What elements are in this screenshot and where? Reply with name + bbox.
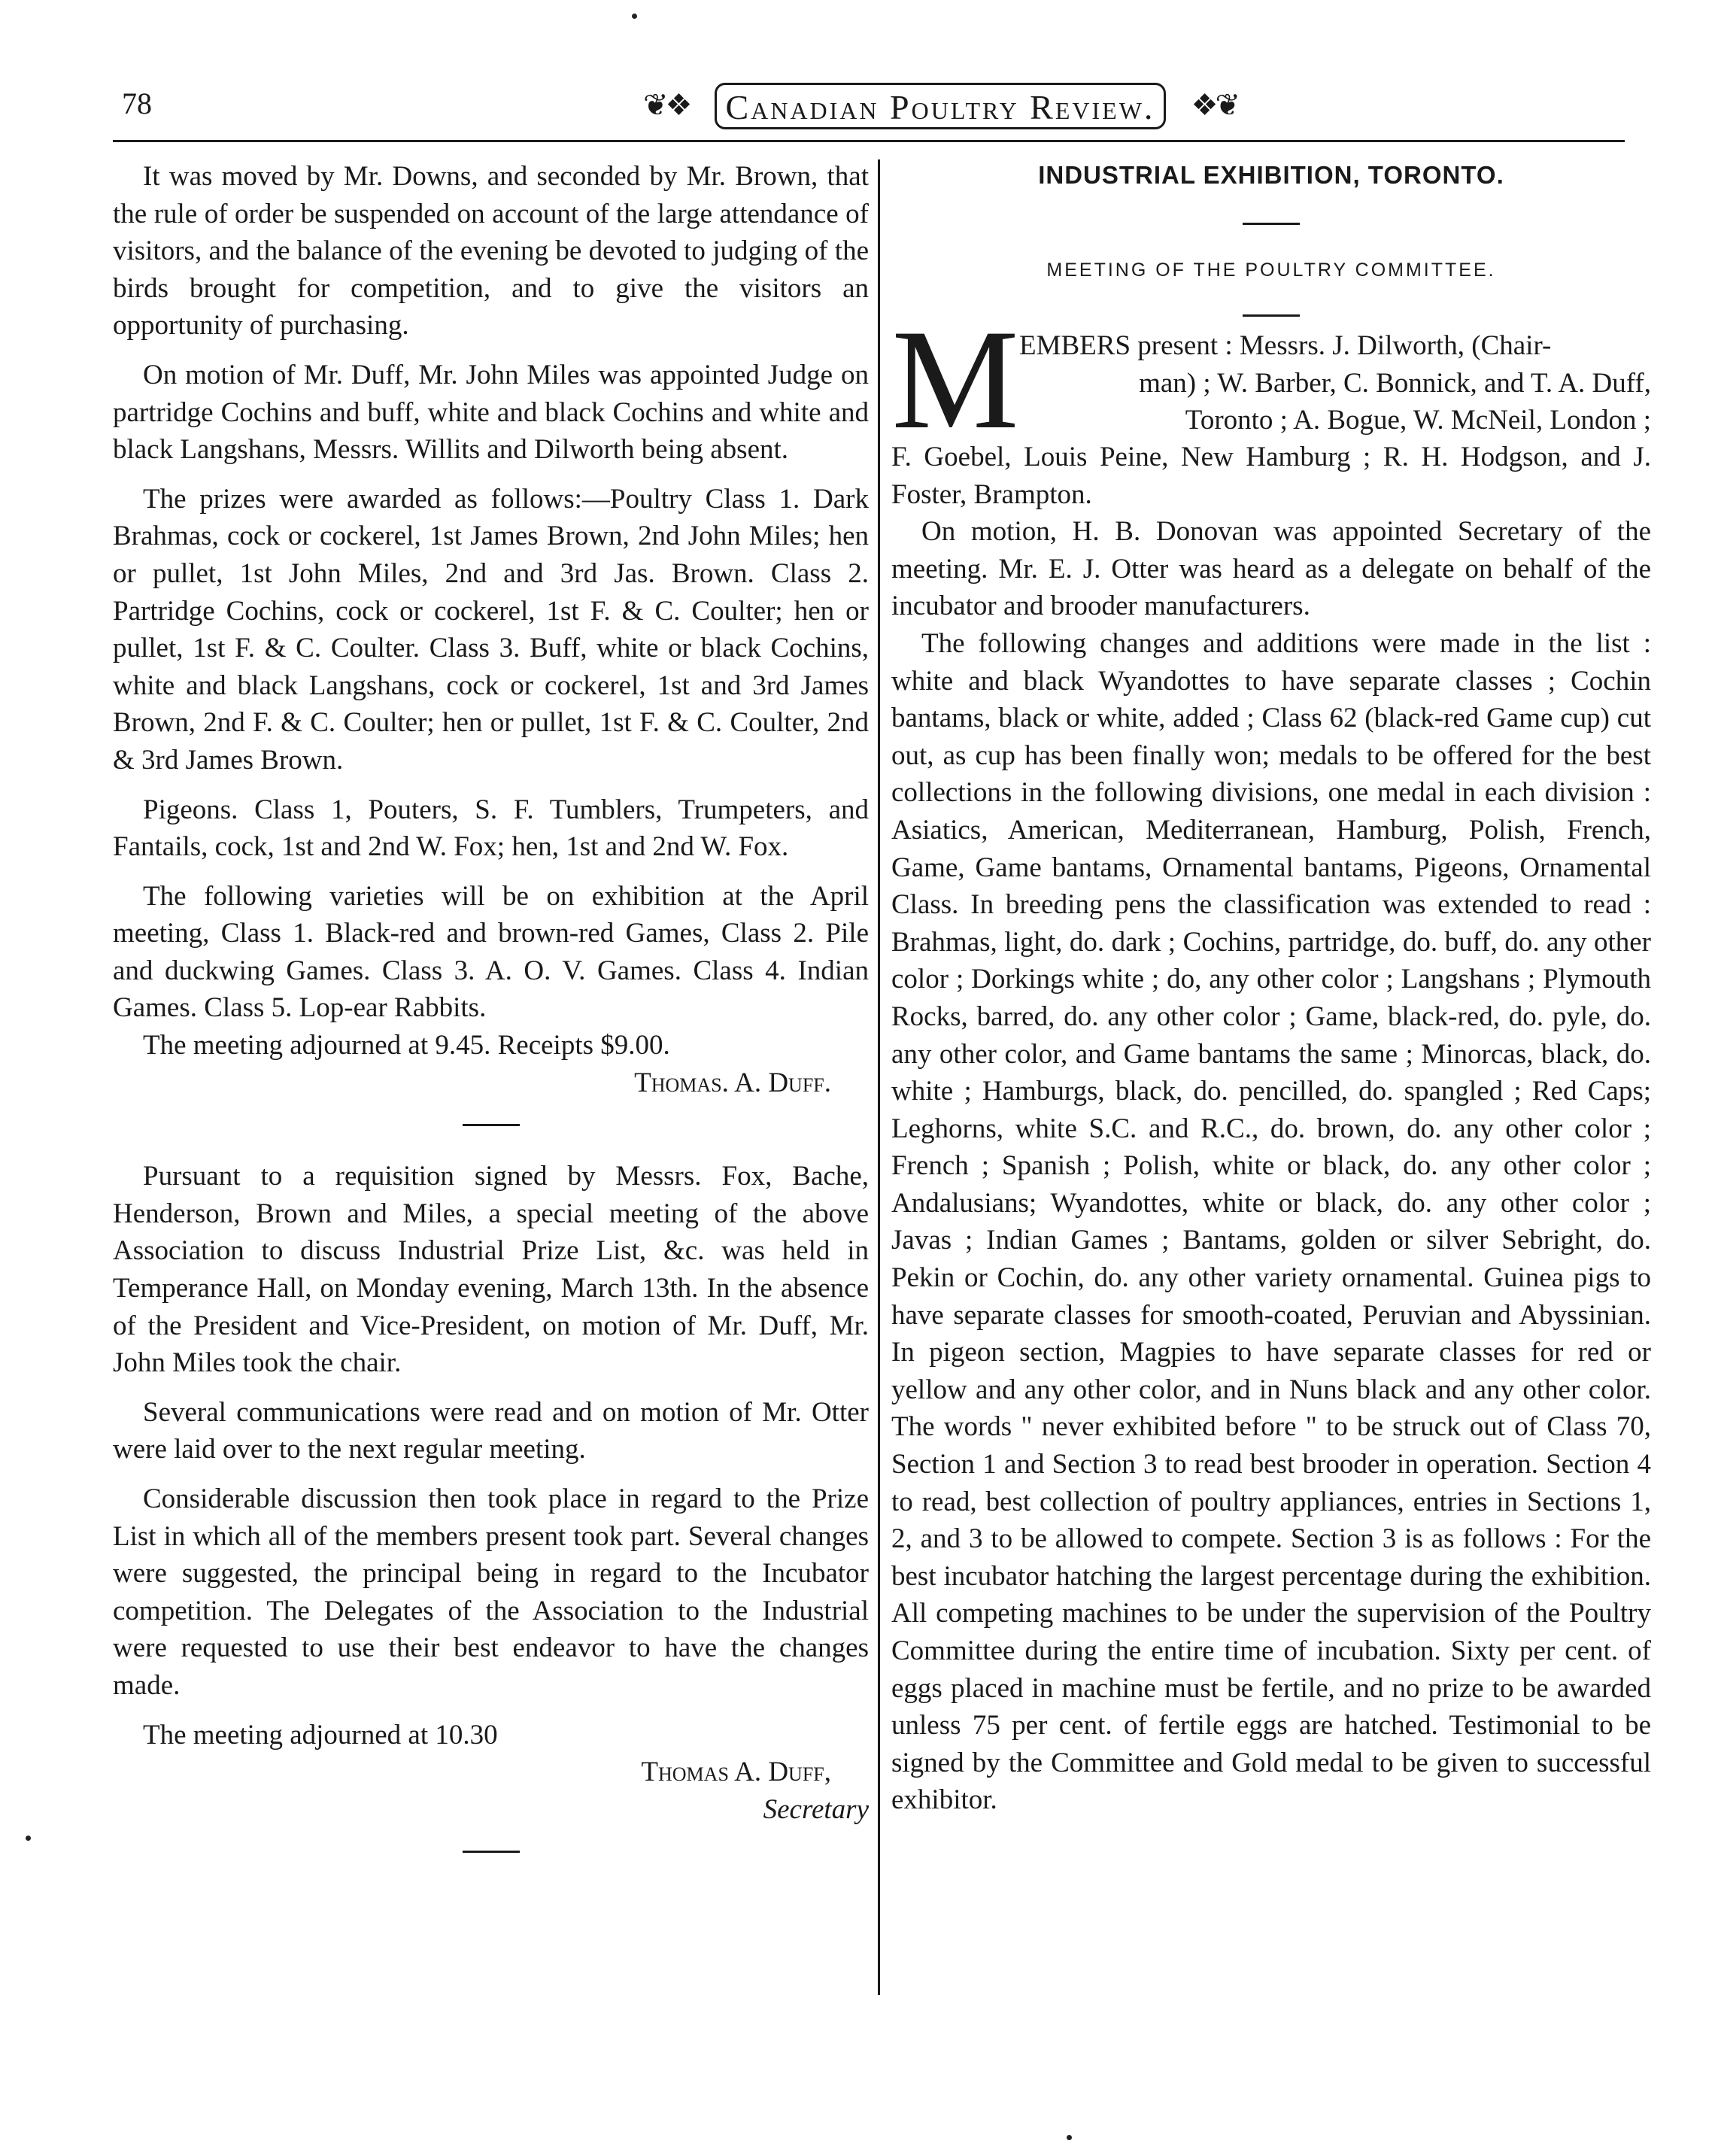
section-rule (463, 1124, 520, 1126)
paragraph: It was moved by Mr. Downs, and seconded by Mr. Brown, that the rule of order be suspended on account of the large attendance of visitors, and the balance of the evening be devoted to judging of the birds brought for competition, and to give the visitors an opportunity of purchasing. (113, 161, 869, 342)
right-column (891, 158, 1651, 1819)
paragraph: The meeting adjourned at 9.45. Receipts $9.00. (143, 1030, 670, 1061)
signature-name: Thomas A. Duff, (641, 1757, 831, 1788)
page-header (113, 75, 1625, 143)
speck-left (26, 1836, 31, 1841)
column-divider (878, 159, 880, 1995)
dropcap-letter: M (891, 301, 1019, 459)
paragraph: On motion, H. B. Donovan was appointed Secretary of the meeting. Mr. E. J. Otter was heard as a delegate on behalf of the incubator and brooder manufacturers. (891, 516, 1651, 622)
page-number: 78 (122, 87, 152, 120)
left-column (113, 158, 869, 1853)
paragraph: Pursuant to a requisition signed by Messrs. Fox, Bache, Henderson, Brown and Miles, a special meeting of the above Association to discuss Industrial Prize List, &c. was held in Temperance Hall, on Monday evening, March 13th. In the absence of the President and Vice-President, on motion of Mr. Duff, Mr. John Miles took the chair. (113, 1161, 869, 1379)
paragraph: Pigeons. Class 1, Pouters, S. F. Tumblers, Trumpeters, and Fantails, cock, 1st and 2nd W. Fox; hen, 1st and 2nd W. Fox. (113, 794, 869, 863)
dropcap-lines (1019, 327, 1651, 439)
dropcap-block (891, 301, 1651, 459)
title-rule (1243, 223, 1300, 225)
masthead (602, 77, 1279, 137)
section-rule (463, 1851, 520, 1853)
ornament-right-icon: ❖❦ (1191, 88, 1237, 122)
paragraph: The following changes and additions were made in the list : white and black Wyandottes to have separate classes ; Cochin bantams, black or white, added ; Class 62 (black-red Game cup) cut out, as cup has been finally won; medals to be offered for the best collections in the following divisions, one medal in each division : Asiatics, American, Mediterranean, Hamburg, Polish, French, Game, Game bantams, Ornamental bantams, Pigeons, Ornamental Class. In breeding pens the classification was extended to read : Brahmas, light, do. dark ; Cochins, partridge, do. buff, do. any other color ; Dorkings white ; do, any other color ; Langshans ; Plymouth Rocks, barred, do. any other color ; Game, black-red, do. pyle, do. any other color, and Game bantams the same ; Minorcas, black, do. white ; Hamburgs, black, do. pencilled, do. spangled ; Red Caps; Leghorns, white S.C. and R.C., do. brown, do. any other color ; French ; Spanish ; Polish, white or black, do. any other color ; Andalusians; Wyandottes, white or black, do. any other color ; Javas ; Indian Games ; Bantams, golden or silver Sebright, do. Pekin or Cochin, do. any other variety ornamental. Guinea pigs to have separate classes for smooth-coated, Peruvian and Abyssinian. In pigeon section, Magpies to have separate classes for red or yellow and any other color, and in Nuns black and any other color. The words " never exhibited before " to be struck out of Class 70, Section 1 and Section 3 to read best brooder in operation. Section 4 to read, best collection of poultry appliances, entries in Sections 1, 2, and 3 to be allowed to compete. Section 3 is as follows : For the best incubator hatching the largest percentage during the exhibition. All competing machines to be under the supervision of the Poultry Committee during the entire time of incubation. Sixty per cent. of eggs placed in machine must be fertile, and no prize to be awarded unless 75 per cent. of fertile eggs are hatched. Testimonial to be signed by the Committee and Gold medal to be given to successful exhibitor. (891, 627, 1651, 1816)
signature: Thomas. A. Duff. (634, 1067, 831, 1098)
intro-line: Toronto ; A. Bogue, W. McNeil, London ; (1185, 405, 1651, 436)
paragraph: On motion of Mr. Duff, Mr. John Miles was appointed Judge on partridge Cochins and buff, white and black Cochins and white and black Langshans, Messrs. Willits and Dilworth being absent. (113, 359, 869, 466)
header-rule (113, 140, 1625, 142)
ornament-left-icon: ❦❖ (643, 88, 690, 122)
intro-line: man) ; W. Barber, C. Bonnick, and T. A. Duff, (1139, 367, 1651, 399)
paragraph: The prizes were awarded as follows:—Poultry Class 1. Dark Brahmas, cock or cockerel, 1st James Brown, 2nd John Miles; hen or pullet, 1st John Miles, 2nd and 3rd Jas. Brown. Class 2. Partridge Cochins, cock or cockerel, 1st F. & C. Coulter; hen or pullet, 1st F. & C. Coulter. Class 3. Buff, white or black Cochins, white and black Langshans, cock or cockerel, 1st and 3rd James Brown, 2nd F. & C. Coulter; hen or pullet, 1st F. & C. Coulter, 2nd & 3rd James Brown. (113, 483, 869, 776)
signature-title: Secretary (763, 1793, 869, 1825)
paragraph: Several communications were read and on motion of Mr. Otter were laid over to the next regular meeting. (113, 1396, 869, 1465)
subtitle-rule (1243, 314, 1300, 317)
intro-line: EMBERS present : Messrs. J. Dilworth, (Chair- (1019, 330, 1552, 361)
article-title: INDUSTRIAL EXHIBITION, TORONTO. (1038, 161, 1504, 189)
speck-bottom (1067, 2135, 1072, 2140)
paragraph: The meeting adjourned at 10.30 (143, 1719, 498, 1751)
paragraph: Considerable discussion then took place in regard to the Prize List in which all of the members present took part. Several changes were suggested, the principal being in regard to the Incubator competition. The Delegates of the Association to the Industrial were requested to use their best endeavor to have the changes made. (113, 1483, 869, 1701)
paragraph: The following varieties will be on exhibition at the April meeting, Class 1. Black-red and brown-red Games, Class 2. Pile and duckwing Games. Class 3. A. O. V. Games. Class 4. Indian Games. Class 5. Lop-ear Rabbits. (113, 880, 869, 1024)
speck-top (632, 14, 637, 19)
article-subtitle: MEETING OF THE POULTRY COMMITTEE. (1046, 260, 1496, 281)
paragraph: F. Goebel, Louis Peine, New Hamburg ; R. H. Hodgson, and J. Foster, Brampton. (891, 442, 1651, 510)
masthead-title: Canadian Poultry Review. (715, 83, 1166, 129)
